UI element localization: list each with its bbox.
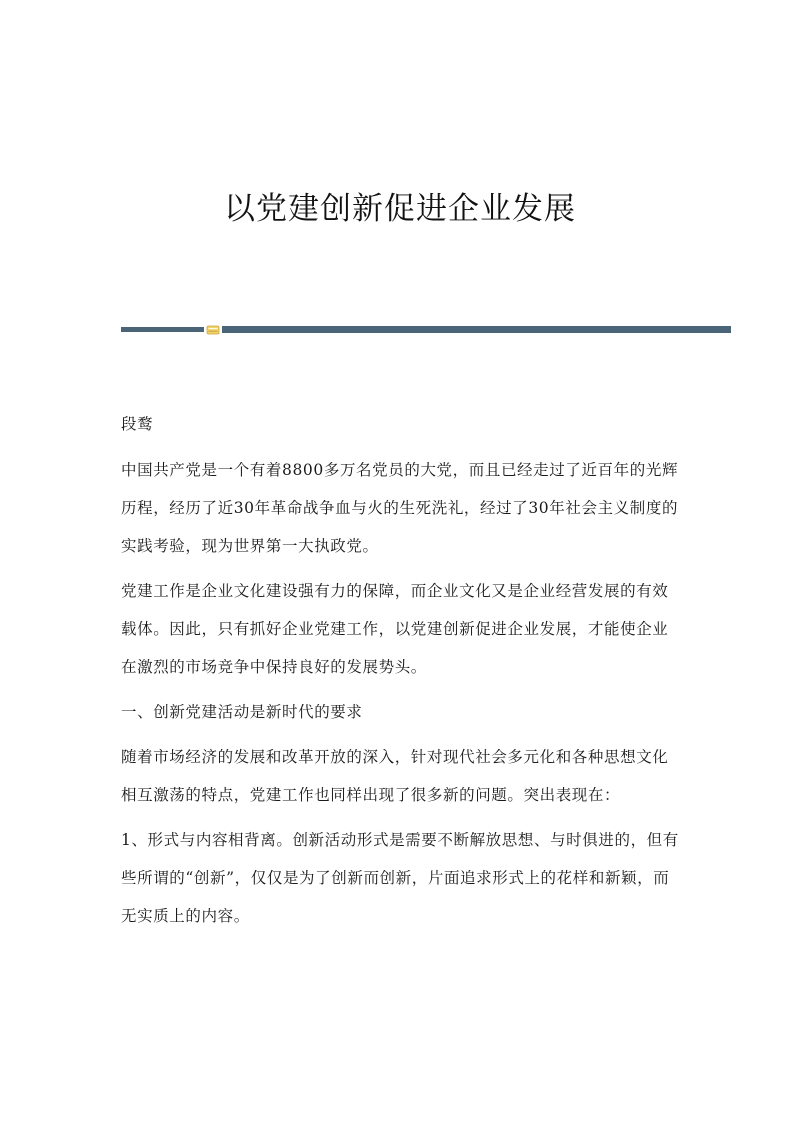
document-title: 以党建创新促进企业发展 bbox=[224, 191, 576, 227]
pencil-ornament-icon bbox=[206, 325, 220, 335]
section-heading-1: 一、创新党建活动是新时代的要求 bbox=[121, 703, 363, 721]
paragraph-party-building: 党建工作是企业文化建设强有力的保障，而企业文化又是企业经营发展的有效载体。因此，只有抓好企业党建工作，以党建创新促进企业发展，才能使企业在激烈的市场竞争中保持良好的发展势头。 bbox=[121, 582, 669, 676]
paragraph-intro: 中国共产党是一个有着8800多万名党员的大党，而且已经走过了近百年的光辉历程，经历了近30年革命战争血与火的生死洗礼，经过了30年社会主义制度的实践考验，现为世界第一大执政党。 bbox=[121, 461, 679, 555]
paragraph-form-content: 1、形式与内容相背离。创新活动形式是需要不断解放思想、与时俱进的，但有些所谓的“创新”，仅仅是为了创新而创新，片面追求形式上的花样和新颖，而无实质上的内容。 bbox=[121, 831, 679, 925]
author-name: 段鹜 bbox=[121, 415, 154, 433]
title-divider bbox=[121, 325, 731, 335]
divider-bar-right bbox=[222, 326, 731, 333]
paragraph-market-economy: 随着市场经济的发展和改革开放的深入，针对现代社会多元化和各种思想文化相互激荡的特点，党建工作也同样出现了很多新的问题。突出表现在： bbox=[121, 748, 669, 804]
document-body bbox=[121, 405, 681, 935]
divider-bar-left bbox=[121, 327, 204, 332]
